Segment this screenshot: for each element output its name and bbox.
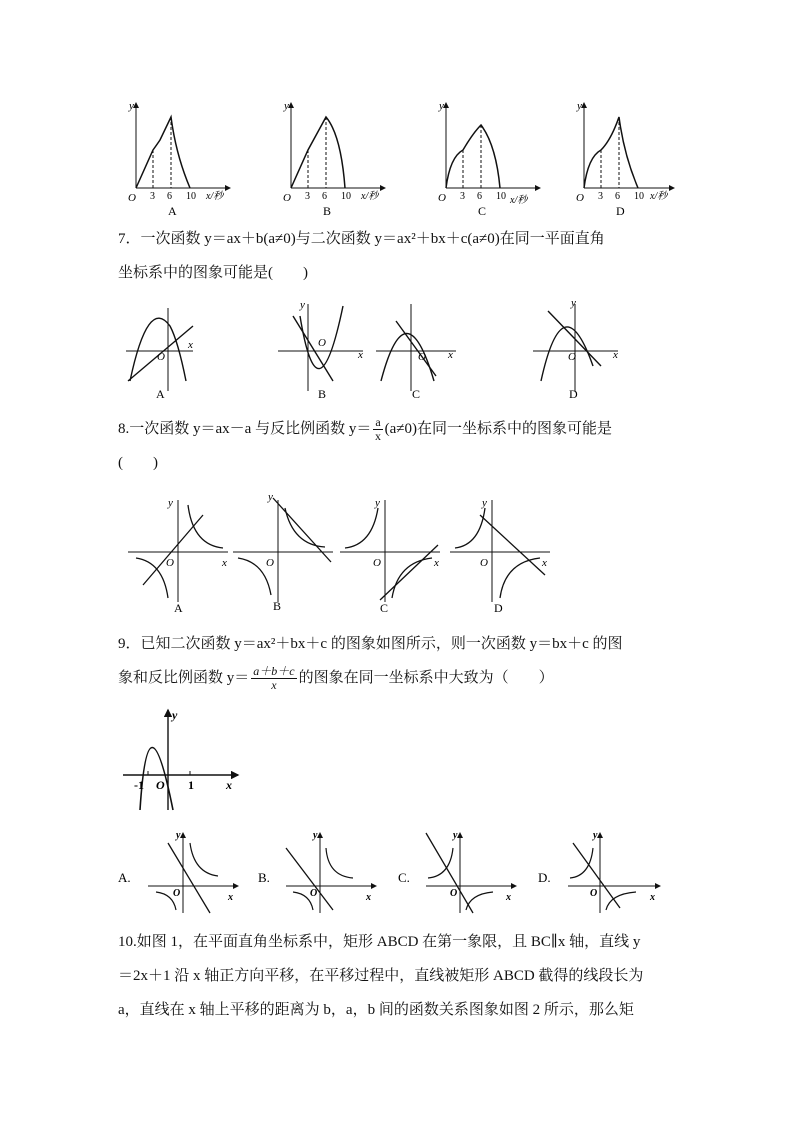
svg-text:y: y bbox=[375, 497, 380, 509]
svg-text:x/秒: x/秒 bbox=[510, 195, 528, 206]
svg-text:x: x bbox=[226, 778, 232, 792]
svg-text:y: y bbox=[129, 100, 134, 112]
tick-neg1: -1 bbox=[134, 778, 144, 792]
q8-graph-b bbox=[233, 491, 333, 613]
svg-text:A.: A. bbox=[118, 870, 131, 885]
svg-text:D: D bbox=[494, 601, 503, 615]
svg-text:O: O bbox=[418, 351, 426, 363]
svg-text:B: B bbox=[273, 599, 282, 613]
svg-text:x: x bbox=[650, 892, 655, 903]
q7-label-c: C bbox=[412, 387, 421, 401]
svg-text:x: x bbox=[613, 349, 618, 361]
svg-text:B.: B. bbox=[258, 870, 270, 885]
svg-text:y: y bbox=[571, 297, 576, 309]
tick-6: 6 bbox=[167, 191, 172, 202]
svg-text:O: O bbox=[438, 192, 446, 204]
q6-graph-d bbox=[576, 100, 674, 218]
tick-1: 1 bbox=[188, 778, 194, 792]
q7-graph-b bbox=[278, 299, 363, 401]
svg-text:O: O bbox=[450, 888, 458, 899]
svg-text:x: x bbox=[188, 339, 193, 351]
svg-text:O: O bbox=[283, 192, 291, 204]
q8-line2: ( ) bbox=[118, 455, 158, 471]
q9-line1: 9．已知二次函数 y＝ax²＋bx＋c 的图象如图所示，则一次函数 y＝bx＋c 的图 bbox=[118, 636, 623, 652]
svg-text:O: O bbox=[166, 557, 174, 569]
svg-text:O: O bbox=[173, 888, 181, 899]
svg-text:y: y bbox=[577, 100, 582, 112]
svg-text:3: 3 bbox=[598, 191, 603, 202]
svg-text:x: x bbox=[222, 557, 227, 569]
svg-text:3: 3 bbox=[460, 191, 465, 202]
svg-text:x/秒: x/秒 bbox=[206, 191, 224, 202]
svg-text:x/秒: x/秒 bbox=[650, 191, 668, 202]
q7-graphs bbox=[118, 296, 638, 406]
q10-line3: a，直线在 x 轴上平移的距离为 b，a，b 间的函数关系图象如图 2 所示，那么矩 bbox=[118, 1002, 634, 1018]
svg-text:y: y bbox=[482, 497, 487, 509]
svg-text:O: O bbox=[568, 351, 576, 363]
svg-text:O: O bbox=[480, 557, 488, 569]
q7-label-d: D bbox=[569, 387, 578, 401]
q9-option-c bbox=[398, 830, 516, 913]
tick-10: 10 bbox=[186, 191, 196, 202]
svg-text:A: A bbox=[174, 601, 183, 615]
option-label-d: D bbox=[616, 204, 625, 218]
q7-label-a: A bbox=[156, 387, 165, 401]
q10-line1: 10.如图 1，在平面直角坐标系中，矩形 ABCD 在第一象限，且 BC∥x 轴，直线 y bbox=[118, 934, 641, 950]
svg-text:y: y bbox=[453, 830, 458, 841]
svg-text:O: O bbox=[157, 351, 165, 363]
svg-text:x: x bbox=[228, 892, 233, 903]
q8-graphs bbox=[128, 490, 558, 615]
q7-label-b: B bbox=[318, 387, 327, 401]
svg-text:3: 3 bbox=[305, 191, 310, 202]
svg-text:10: 10 bbox=[341, 191, 351, 202]
svg-text:x: x bbox=[366, 892, 371, 903]
question-7 bbox=[118, 222, 678, 290]
svg-text:6: 6 bbox=[615, 191, 620, 202]
option-label-b: B bbox=[323, 204, 332, 218]
svg-text:C.: C. bbox=[398, 870, 410, 885]
svg-text:x: x bbox=[506, 892, 511, 903]
question-8 bbox=[118, 412, 678, 480]
q9-fraction: $\frac{a+b+c}{x}$ bbox=[253, 664, 295, 693]
q9-option-a bbox=[118, 830, 238, 913]
q8-graph-a bbox=[128, 497, 228, 615]
q9-options bbox=[118, 828, 663, 918]
q8-graph-d bbox=[450, 497, 550, 615]
q9-line2: 象和反比例函数 y＝ $\frac{a+b+c}{x}$ 的图象在同一坐标系中大致为（ ） bbox=[118, 664, 554, 693]
svg-text:x: x bbox=[434, 557, 439, 569]
svg-text:x: x bbox=[448, 349, 453, 361]
tick-3: 3 bbox=[150, 191, 155, 202]
question-9 bbox=[118, 627, 678, 695]
q7-line1: 7．一次函数 y＝ax＋b(a≠0)与二次函数 y＝ax²＋bx＋c(a≠0)在同一平面直角 bbox=[118, 231, 605, 247]
question-10 bbox=[118, 925, 678, 1027]
q10-line2: ＝2x＋1 沿 x 轴正方向平移，在平移过程中，直线被矩形 ABCD 截得的线段长为 bbox=[118, 968, 644, 984]
svg-text:y: y bbox=[439, 100, 444, 112]
q6-graph-a bbox=[128, 100, 230, 218]
svg-text:O: O bbox=[576, 192, 584, 204]
svg-text:6: 6 bbox=[322, 191, 327, 202]
option-label-a: A bbox=[168, 204, 177, 218]
svg-text:O: O bbox=[373, 557, 381, 569]
svg-text:10: 10 bbox=[634, 191, 644, 202]
svg-text:y: y bbox=[313, 830, 318, 841]
svg-text:y: y bbox=[168, 497, 173, 509]
svg-text:x: x bbox=[358, 349, 363, 361]
q7-graph-c bbox=[376, 304, 456, 401]
svg-text:O: O bbox=[266, 557, 274, 569]
svg-text:O: O bbox=[318, 337, 326, 349]
q8-fraction: $\frac{a}{x}$ bbox=[374, 415, 381, 444]
q8-graph-c bbox=[340, 497, 440, 615]
svg-text:y: y bbox=[300, 299, 305, 311]
svg-text:6: 6 bbox=[477, 191, 482, 202]
q6-graph-b bbox=[283, 100, 385, 218]
svg-text:x: x bbox=[542, 557, 547, 569]
origin-label: O bbox=[128, 192, 136, 204]
q9-option-b bbox=[258, 830, 376, 913]
svg-text:D.: D. bbox=[538, 870, 551, 885]
q9-option-d bbox=[538, 830, 660, 913]
svg-text:O: O bbox=[156, 778, 165, 792]
svg-text:y: y bbox=[172, 708, 178, 722]
svg-text:O: O bbox=[310, 888, 318, 899]
svg-text:x/秒: x/秒 bbox=[361, 191, 379, 202]
svg-text:O: O bbox=[590, 888, 598, 899]
q7-line2: 坐标系中的图象可能是( ) bbox=[118, 265, 308, 281]
q6-graphs bbox=[118, 95, 678, 220]
svg-text:C: C bbox=[380, 601, 389, 615]
svg-text:y: y bbox=[268, 491, 273, 503]
q7-graph-a bbox=[126, 308, 193, 401]
q8-line1: 8.一次函数 y＝ax－a 与反比例函数 y＝ $\frac{a}{x}$ (a≠0)在同一坐标系中的图象可能是 bbox=[118, 415, 613, 444]
q7-graph-d bbox=[533, 297, 618, 401]
q6-graph-c bbox=[438, 100, 540, 218]
option-label-c: C bbox=[478, 204, 487, 218]
svg-text:y: y bbox=[593, 830, 598, 841]
svg-text:y: y bbox=[284, 100, 289, 112]
svg-text:10: 10 bbox=[496, 191, 506, 202]
svg-text:y: y bbox=[176, 830, 181, 841]
q9-parabola-graph bbox=[118, 705, 248, 815]
